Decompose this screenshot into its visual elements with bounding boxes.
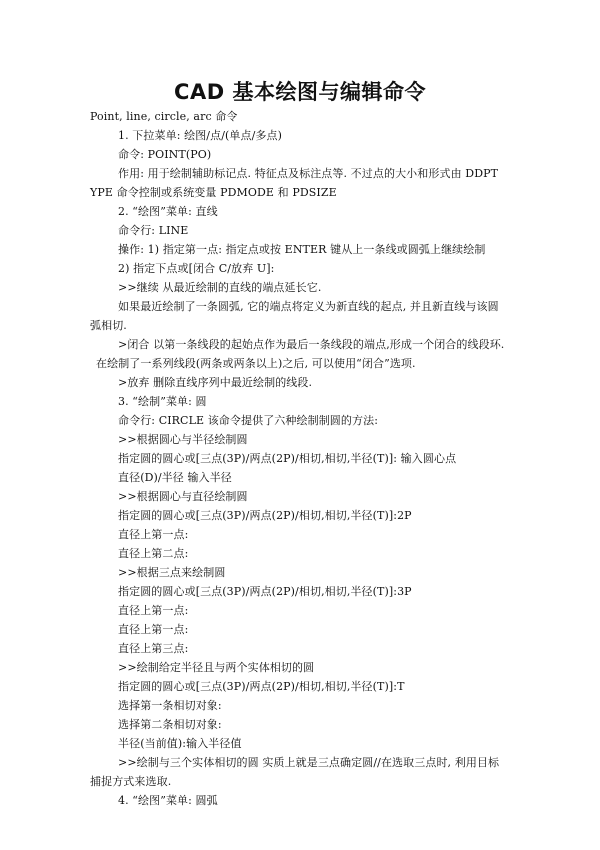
text-line: 直径上第二点: bbox=[118, 547, 189, 560]
text-line: 半径(当前值):输入半径值 bbox=[118, 737, 242, 750]
text-line: >>根据圆心与半径绘制圆 bbox=[118, 433, 248, 446]
text-line: 选择第一条相切对象: bbox=[118, 699, 222, 712]
text-line: YPE 命令控制或系统变量 PDMODE 和 PDSIZE bbox=[90, 186, 337, 199]
text-line: 指定圆的圆心或[三点(3P)/两点(2P)/相切,相切,半径(T)]:3P bbox=[118, 585, 412, 598]
text-line: 指定圆的圆心或[三点(3P)/两点(2P)/相切,相切,半径(T)]: 输入圆心点 bbox=[118, 452, 457, 465]
text-line: 直径上第一点: bbox=[118, 528, 189, 541]
text-line: 如果最近绘制了一条圆弧, 它的端点将定义为新直线的起点, 并且新直线与该圆 bbox=[118, 300, 499, 313]
text-line: 操作: 1) 指定第一点: 指定点或按 ENTER 键从上一条线或圆弧上继续绘制 bbox=[118, 243, 486, 256]
text-line: 命令行: CIRCLE 该命令提供了六种绘制制圆的方法: bbox=[118, 414, 378, 427]
text-line: 选择第二条相切对象: bbox=[118, 718, 222, 731]
text-line: >>绘制给定半径且与两个实体相切的圆 bbox=[118, 661, 315, 674]
text-line: 弧相切. bbox=[90, 319, 127, 332]
text-line: >闭合 以第一条线段的起始点作为最后一条线段的端点,形成一个闭合的线段环. bbox=[118, 338, 505, 351]
text-line: >>根据圆心与直径绘制圆 bbox=[118, 490, 248, 503]
text-line: 命令: POINT(PO) bbox=[118, 148, 212, 161]
text-line: 3. “绘制”菜单: 圆 bbox=[118, 395, 207, 408]
text-line: >>根据三点来绘制圆 bbox=[118, 566, 226, 579]
text-line: 直径(D)/半径 输入半径 bbox=[118, 471, 232, 484]
document-title: CAD 基本绘图与编辑命令 bbox=[174, 80, 426, 104]
text-line: >>继续 从最近绘制的直线的端点延长它. bbox=[118, 281, 322, 294]
text-line: 作用: 用于绘制辅助标记点. 特征点及标注点等. 不过点的大小和形式由 DDPT bbox=[118, 167, 499, 180]
text-line: Point, line, circle, arc 命令 bbox=[90, 110, 238, 123]
text-line: 指定圆的圆心或[三点(3P)/两点(2P)/相切,相切,半径(T)]:2P bbox=[118, 509, 412, 522]
text-line: 命令行: LINE bbox=[118, 224, 189, 237]
text-line: 2. “绘图”菜单: 直线 bbox=[118, 205, 218, 218]
text-line: 直径上第一点: bbox=[118, 623, 189, 636]
text-line: 2) 指定下点或[闭合 C/放弃 U]: bbox=[118, 262, 275, 275]
text-line: 捕捉方式来选取. bbox=[90, 775, 172, 788]
text-line: 直径上第一点: bbox=[118, 604, 189, 617]
text-line: 直径上第三点: bbox=[118, 642, 189, 655]
text-line: 在绘制了一系列线段(两条或两条以上)之后, 可以使用“闭合”选项. bbox=[96, 357, 416, 370]
text-line: 指定圆的圆心或[三点(3P)/两点(2P)/相切,相切,半径(T)]:T bbox=[118, 680, 405, 693]
text-line: 4. “绘图”菜单: 圆弧 bbox=[118, 794, 218, 807]
text-line: 1. 下拉菜单: 绘图/点/(单点/多点) bbox=[118, 129, 282, 142]
text-line: >>绘制与三个实体相切的圆 实质上就是三点确定圆//在选取三点时, 利用目标 bbox=[118, 756, 500, 769]
text-line: >放弃 删除直线序列中最近绘制的线段. bbox=[118, 376, 313, 389]
